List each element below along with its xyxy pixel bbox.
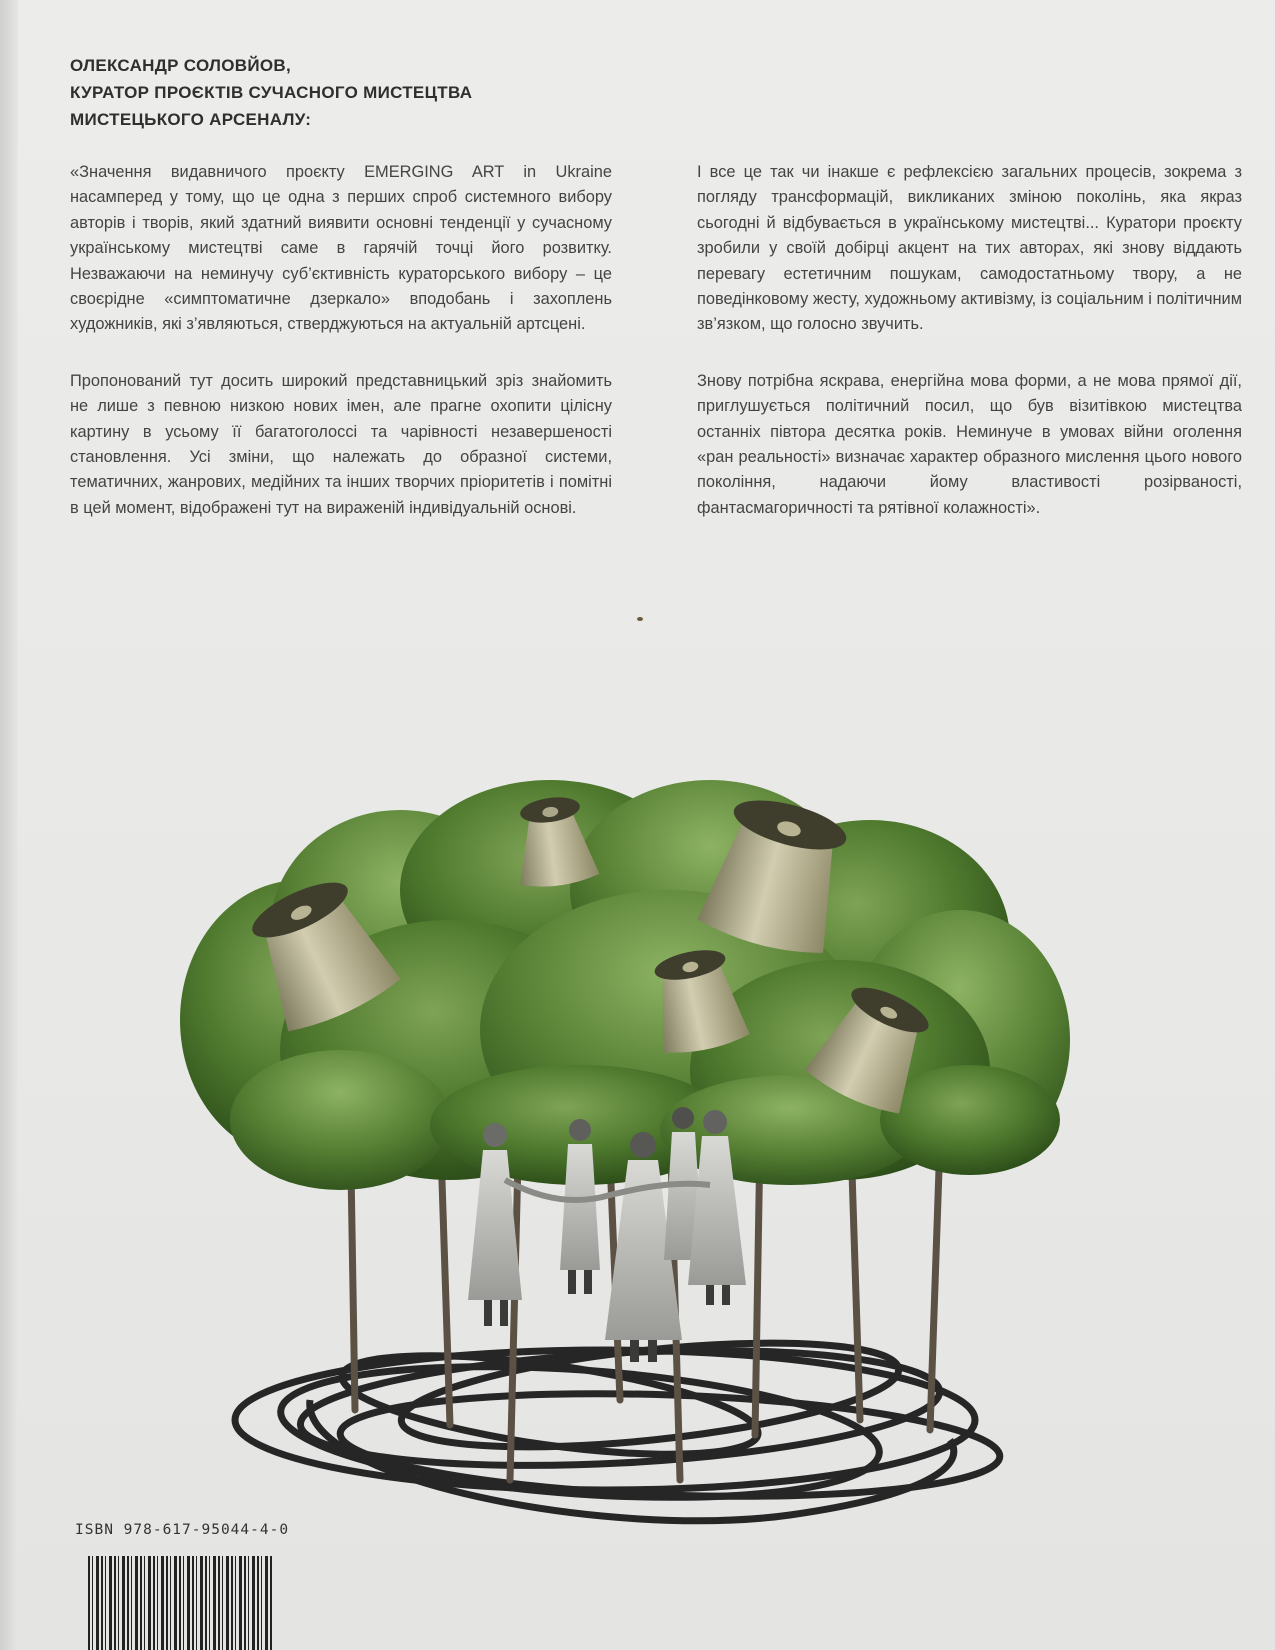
heading-line-2: КУРАТОР ПРОЄКТІВ СУЧАСНОГО МИСТЕЦТВА (70, 83, 473, 102)
heading-line-3: МИСТЕЦЬКОГО АРСЕНАЛУ: (70, 110, 312, 129)
author-heading (70, 52, 630, 133)
barcode (88, 1556, 273, 1650)
right-text-column (697, 160, 1242, 552)
left-paragraph-2: Пропонований тут досить широкий представницький зріз знайомить не лише з певною низкою нових імен, але прагне охопити цілісну картину в усьому її багатоголоссі та чарівності незавершеності становлення. Усі зміни, що належать до образної системи, тематичних, жанрових, медійних та інших творчих пріоритетів і помітні в цей момент, відображені тут на вираженій індивідуальній основі. (70, 371, 612, 517)
isbn-number: ISBN 978-617-95044-4-0 (75, 1522, 290, 1538)
page-edge-shadow (0, 0, 18, 1650)
right-paragraph-1: І все це так чи інакше є рефлексією загальних процесів, зокрема з погляду трансформацій, викликаних зміною поколінь, яка якраз сьогодні й відбувається в українському мистецтві... Куратори проєкту зробили у своїй добірці акцент на тих авторах, які знову віддають перевагу естетичним пошукам, самодостатньому твору, а не поведінковому жесту, художньому активізму, із соціальним і політичним зв’язком, що голосно звучить. (697, 163, 1242, 334)
left-paragraph-1: «Значення видавничого проєкту EMERGING ART in Ukraine насамперед у тому, що це одна з перших спроб системного вибору авторів і творів, який здатний виявити основні тенденції у сучасному українському мистецтві саме в гарячій точці його розвитку. Незважаючи на неминучу суб’єктивність кураторського вибору – це своєрідне «симптоматичне дзеркало» вподобань і захоплень художників, які з’являються, стверджуються на актуальній артсцені. (70, 163, 612, 334)
left-text-column (70, 160, 612, 552)
paper-speck (637, 617, 643, 621)
heading-line-1: ОЛЕКСАНДР СОЛОВЙОВ, (70, 56, 292, 75)
right-paragraph-2: Знову потрібна яскрава, енергійна мова форми, а не мова прямої дії, приглушується політичний посил, що був візитівкою мистецтва останніх півтора десятка років. Неминуче в умовах війни оголення «ран реальності» визначає характер образного мислення цього нового покоління, надаючи йому властивості розірваності, фантасмагоричності та рятівної колажності». (697, 371, 1242, 517)
collage-illustration (150, 780, 1130, 1540)
